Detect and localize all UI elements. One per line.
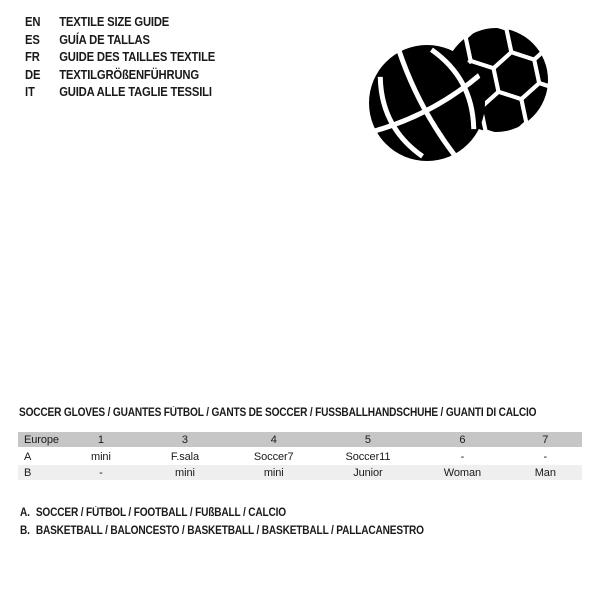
basketball-and-soccer-ball-icon: [352, 8, 564, 178]
header-cell-size: 6: [459, 433, 466, 446]
table-cell: Woman: [443, 466, 481, 479]
table-cell: Junior: [353, 466, 383, 479]
legend-prefix: A.: [20, 507, 30, 519]
language-label: TEXTILE SIZE GUIDE: [59, 15, 170, 29]
language-code: IT: [25, 85, 35, 100]
language-code: EN: [25, 15, 41, 29]
table-cell: Soccer7: [253, 450, 294, 463]
language-label: GUIDA ALLE TAGLIE TESSILI: [59, 85, 212, 100]
table-cell: mini: [263, 466, 284, 479]
legend-row-b: [20, 523, 424, 541]
table-cell: mini: [175, 466, 195, 479]
header-cell-size: 1: [97, 433, 104, 446]
language-row-de: [25, 67, 215, 85]
table-cell: -: [543, 450, 548, 463]
legend-text: SOCCER / FÚTBOL / FOOTBALL / FUßBALL / CALCIO: [35, 507, 286, 519]
table-cell: Man: [534, 466, 556, 479]
table-cell: mini: [91, 450, 111, 463]
legend-notes: [20, 505, 424, 540]
language-label: GUÍA DE TALLAS: [59, 32, 150, 47]
language-row-es: [25, 32, 215, 50]
legend-prefix: B.: [20, 524, 30, 537]
legend-text: BASKETBALL / BALONCESTO / BASKETBALL / BASKETBALL / PALLACANESTRO: [35, 524, 424, 537]
language-code: FR: [25, 50, 40, 65]
language-code: DE: [25, 67, 41, 82]
language-label: TEXTILGRÖßENFÜHRUNG: [59, 67, 199, 82]
language-title-list: [25, 14, 215, 102]
size-table-title: SOCCER GLOVES / GUANTES FÚTBOL / GANTS DE SOCCER / FUSSBALLHANDSCHUHE / GUANTI DI CALCIO: [19, 407, 537, 419]
row-label: B: [24, 466, 32, 479]
table-cell: -: [99, 466, 103, 479]
table-cell: Soccer11: [345, 450, 391, 463]
language-row-fr: [25, 49, 215, 67]
table-cell: F.sala: [170, 450, 199, 463]
size-table-row-b: [18, 465, 582, 480]
header-cell-size: 3: [181, 433, 188, 446]
row-label: A: [24, 450, 32, 463]
legend-row-a: [20, 505, 424, 523]
table-cell: -: [460, 450, 465, 463]
header-cell-region: Europe: [24, 433, 59, 446]
language-row-it: [25, 84, 215, 102]
size-table-header-row: [18, 432, 582, 447]
language-label: GUIDE DES TAILLES TEXTILE: [59, 50, 216, 65]
size-table-row-a: [18, 449, 582, 464]
header-cell-size: 5: [364, 433, 371, 446]
size-table: [18, 432, 582, 480]
language-code: ES: [25, 32, 40, 47]
header-cell-size: 4: [270, 433, 277, 446]
language-row-en: [25, 14, 215, 32]
header-cell-size: 7: [542, 433, 549, 446]
